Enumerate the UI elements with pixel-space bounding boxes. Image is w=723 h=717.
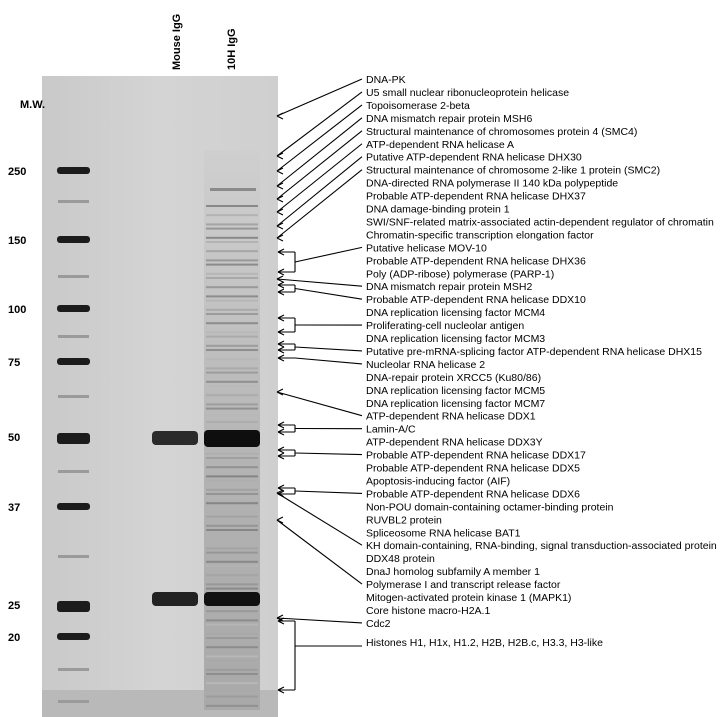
marker-band-75 (57, 358, 90, 365)
bracket (278, 318, 295, 332)
protein-label: ATP-dependent RNA helicase DDX3Y (366, 436, 543, 449)
histone-bracket (278, 621, 362, 690)
band-10h-220 (210, 188, 256, 191)
faint-band (206, 583, 258, 585)
faint-band (206, 381, 258, 383)
marker-band-25 (57, 601, 90, 612)
marker-label-100: 100 (8, 304, 27, 316)
marker-label-75: 75 (8, 357, 21, 369)
connector-line (277, 131, 362, 199)
faint-band (206, 205, 258, 207)
faint-band (206, 309, 258, 311)
marker-label-37: 37 (8, 502, 21, 514)
faint-band (206, 349, 258, 351)
protein-label: Mitogen-activated protein kinase 1 (MAPK1) (366, 592, 572, 604)
protein-label: Core histone macro-H2A.1 (366, 604, 491, 617)
protein-label: DDX48 protein (366, 553, 435, 566)
faint-band (206, 669, 258, 671)
faint-band (206, 273, 258, 275)
faint-band (206, 295, 258, 297)
faint-band (206, 408, 258, 410)
lane-label-mouse-igg: Mouse IgG (171, 13, 183, 70)
band-10h-50 (204, 430, 260, 447)
protein-label: Probable ATP-dependent RNA helicase DDX10 (366, 294, 586, 307)
protein-labels (366, 74, 717, 649)
faint-band (206, 660, 258, 662)
ladder-faint-band (58, 395, 89, 398)
faint-band (206, 475, 258, 477)
faint-band (206, 286, 258, 288)
bracket-connector (295, 453, 362, 455)
bracket-arrowhead (278, 447, 284, 459)
marker-band-100 (57, 305, 90, 312)
faint-band (206, 574, 258, 576)
protein-label: DNA-directed RNA polymerase II 140 kDa polypeptide (366, 177, 619, 190)
protein-label: Non-POU domain-containing octamer-binding protein (366, 501, 614, 514)
faint-band (206, 516, 258, 518)
faint-band (206, 394, 258, 396)
protein-label: Apoptosis-inducing factor (AIF) (366, 475, 511, 488)
bracket-arrows (278, 247, 362, 693)
faint-band (206, 529, 258, 531)
bracket-arrowhead (278, 282, 284, 295)
faint-band (206, 466, 258, 468)
faint-band (206, 214, 258, 216)
mw-header: M.W. (20, 99, 46, 111)
protein-label: Probable ATP-dependent RNA helicase DHX36 (366, 255, 586, 268)
faint-band (206, 372, 258, 374)
marker-band-150 (57, 236, 90, 243)
protein-label: Poly (ADP-ribose) polymerase (PARP-1) (366, 268, 555, 281)
faint-band (206, 358, 258, 360)
marker-label-50: 50 (8, 432, 21, 444)
connector-arrows (277, 79, 362, 623)
connector-line (277, 92, 362, 156)
bracket (278, 252, 295, 272)
protein-label: Probable ATP-dependent RNA helicase DDX5 (366, 462, 581, 475)
protein-label: DNA mismatch repair protein MSH6 (366, 112, 533, 125)
faint-band (206, 673, 258, 675)
faint-band (206, 696, 258, 698)
faint-band (206, 259, 258, 261)
protein-label: DNA-repair protein XRCC5 (Ku80/86) (366, 371, 542, 384)
faint-band (206, 538, 258, 540)
faint-band (206, 457, 258, 459)
faint-band (206, 336, 258, 338)
faint-band (206, 637, 258, 639)
faint-band (206, 250, 258, 252)
connector-line (277, 157, 362, 226)
bracket-connector (295, 491, 362, 493)
connector-line (277, 170, 362, 238)
faint-band (206, 367, 258, 369)
faint-band (206, 633, 258, 635)
histone-bracket-arrowhead (278, 618, 284, 693)
faint-band (206, 300, 258, 302)
bracket-arrowhead (278, 422, 284, 435)
faint-band (206, 421, 258, 423)
protein-label: ATP-dependent RNA helicase DDX1 (366, 410, 536, 423)
faint-band (206, 588, 258, 590)
ladder-faint-band (58, 335, 89, 338)
marker-band-20 (57, 633, 90, 640)
bracket-arrowhead (278, 341, 284, 353)
faint-band (206, 493, 258, 495)
marker-label-150: 150 (8, 235, 27, 247)
ladder-faint-band (58, 275, 89, 278)
faint-band (206, 489, 258, 491)
protein-label: Lamin-A/C (366, 423, 416, 436)
connector-line (277, 520, 362, 584)
protein-label: Nucleolar RNA helicase 2 (366, 358, 486, 371)
faint-band (206, 552, 258, 554)
protein-label: Chromatin-specific transcription elongation factor (366, 229, 594, 242)
protein-label: KH domain-containing, RNA-binding, signal transduction-associated protein (366, 540, 717, 553)
faint-band (206, 385, 258, 387)
faint-band (206, 453, 258, 455)
protein-label: Cdc2 (366, 617, 391, 630)
faint-band (206, 264, 258, 266)
faint-band (206, 646, 258, 648)
ladder-faint-band (58, 200, 89, 203)
protein-label: Probable ATP-dependent RNA helicase DDX6 (366, 488, 581, 501)
protein-label: DNA-PK (366, 74, 406, 86)
marker-band-50 (57, 433, 90, 444)
ladder-faint-band (58, 470, 89, 473)
connector-line (277, 144, 362, 212)
protein-label: Proliferating-cell nucleolar antigen (366, 320, 525, 333)
faint-band (206, 565, 258, 567)
bracket-connector (295, 347, 362, 351)
protein-label: Structural maintenance of chromosomes protein 4 (SMC4) (366, 125, 638, 138)
marker-label-20: 20 (8, 632, 21, 644)
marker-band-37 (57, 503, 90, 510)
connector-line (277, 493, 362, 545)
protein-label: SWI/SNF-related matrix-associated actin-dependent regulator of chromatin (366, 216, 714, 229)
faint-band (206, 241, 258, 243)
protein-label: ATP-dependent RNA helicase A (366, 138, 515, 151)
lane-label-10h-igg: 10H IgG (226, 28, 238, 70)
ladder-faint-band (58, 555, 89, 558)
faint-band (206, 610, 258, 612)
faint-band (206, 313, 258, 315)
protein-label: DNA replication licensing factor MCM4 (366, 307, 546, 320)
faint-band (206, 345, 258, 347)
protein-label: Structural maintenance of chromosome 2-like 1 protein (SMC2) (366, 164, 661, 177)
protein-label: DNA replication licensing factor MCM3 (366, 333, 546, 345)
marker-band-250 (57, 167, 90, 174)
protein-label: RUVBL2 protein (366, 514, 442, 527)
protein-label: Spliceosome RNA helicase BAT1 (366, 527, 521, 540)
protein-label: Putative pre-mRNA-splicing factor ATP-dependent RNA helicase DHX15 (366, 345, 702, 358)
faint-band (206, 511, 258, 513)
faint-band (206, 624, 258, 626)
bracket-connector (295, 247, 362, 262)
faint-band (206, 619, 258, 621)
protein-label: DNA replication licensing factor MCM5 (366, 384, 546, 397)
protein-label: DNA replication licensing factor MCM7 (366, 397, 546, 410)
faint-band (206, 237, 258, 239)
protein-label: DnaJ homolog subfamily A member 1 (366, 566, 540, 579)
faint-band (206, 655, 258, 657)
connector-line (277, 392, 362, 416)
marker-label-250: 250 (8, 166, 27, 178)
marker-labels (8, 166, 26, 644)
bracket-connector (295, 358, 362, 364)
faint-band (206, 277, 258, 279)
connector-line (277, 105, 362, 171)
band-mouse-27 (152, 592, 198, 606)
protein-label: Probable ATP-dependent RNA helicase DDX17 (366, 449, 586, 462)
connector-line (277, 79, 362, 116)
protein-label: Probable ATP-dependent RNA helicase DHX37 (366, 190, 586, 203)
faint-band (206, 480, 258, 482)
faint-band (206, 691, 258, 693)
connector-line (277, 118, 362, 186)
bracket-connector (295, 289, 362, 300)
band-10h-27 (204, 592, 260, 606)
bracket-arrowhead (278, 249, 284, 275)
faint-band (206, 403, 258, 405)
protein-label: DNA mismatch repair protein MSH2 (366, 281, 533, 294)
faint-band (206, 228, 258, 230)
faint-band (206, 547, 258, 549)
ladder-faint-band (58, 668, 89, 671)
protein-label: Topoisomerase 2-beta (366, 99, 470, 112)
faint-band (206, 331, 258, 333)
faint-band (206, 417, 258, 419)
protein-label: DNA damage-binding protein 1 (366, 203, 510, 216)
protein-label: Histones H1, H1x, H1.2, H2B, H2B.c, H3.3, H3-like (366, 637, 603, 649)
faint-band (206, 705, 258, 707)
faint-band (206, 525, 258, 527)
faint-band (206, 561, 258, 563)
marker-label-25: 25 (8, 600, 21, 612)
faint-band (206, 502, 258, 504)
band-mouse-50 (152, 431, 198, 445)
ladder-faint-band (58, 700, 89, 703)
faint-band (206, 223, 258, 225)
protein-label: Putative ATP-dependent RNA helicase DHX30 (366, 151, 582, 164)
faint-band (206, 682, 258, 684)
faint-band (206, 322, 258, 324)
protein-label: Putative helicase MOV-10 (366, 242, 487, 255)
protein-label: U5 small nuclear ribonucleoprotein helicase (366, 86, 570, 99)
protein-label: Polymerase I and transcript release factor (366, 579, 561, 592)
